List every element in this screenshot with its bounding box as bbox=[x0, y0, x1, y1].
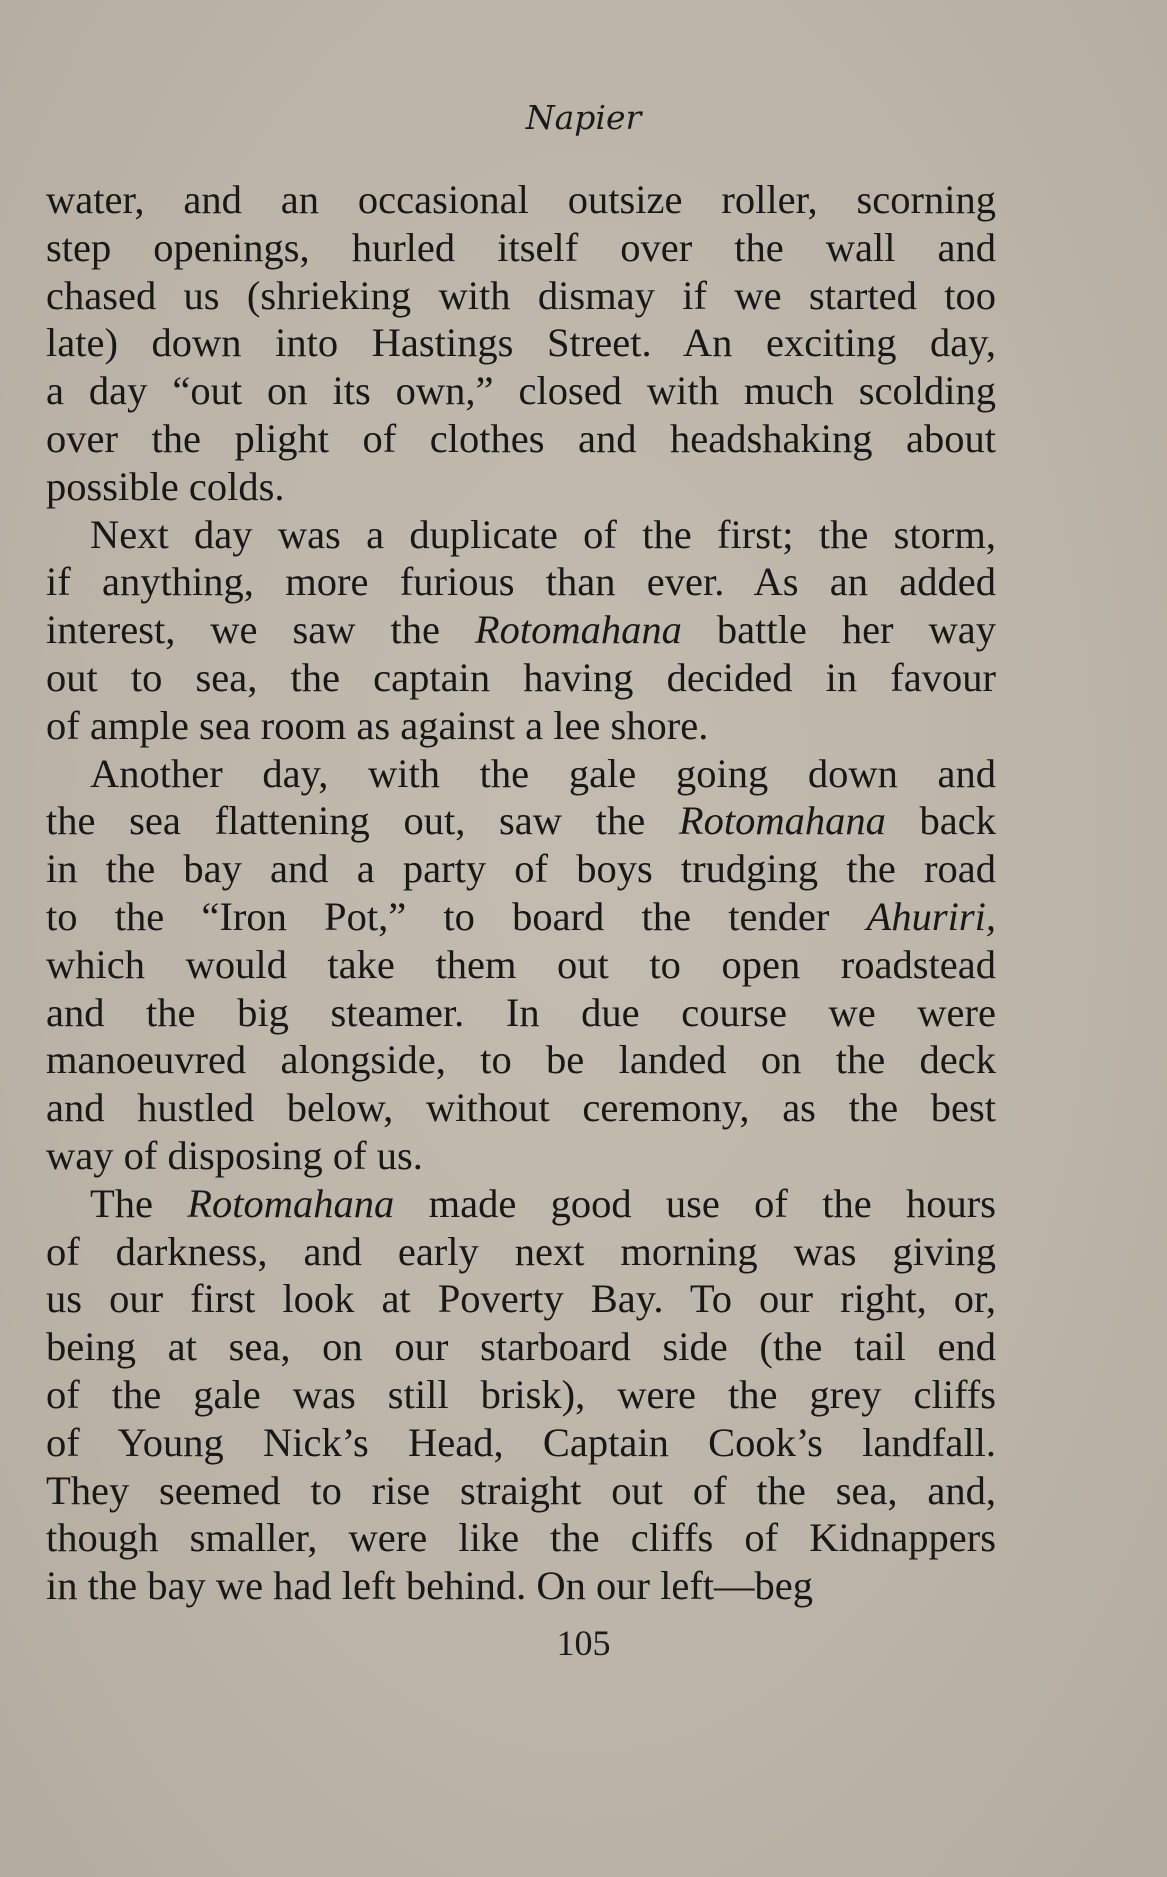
text-segment: us our first look at Poverty Bay. To our right, or, bbox=[46, 1276, 996, 1322]
text-segment: battle her way bbox=[681, 607, 996, 653]
text-segment: in the bay and a party of boys trudging the road bbox=[46, 846, 996, 892]
text-line bbox=[46, 272, 996, 320]
text-segment: Next day was a duplicate of the first; the storm, bbox=[90, 511, 996, 557]
text-line bbox=[46, 893, 996, 941]
text-line bbox=[46, 1275, 996, 1323]
ship-name: Ahuriri, bbox=[866, 893, 996, 939]
text-segment: interest, we saw the bbox=[46, 607, 475, 653]
text-segment: if anything, more furious than ever. As an added bbox=[46, 559, 996, 605]
text-line bbox=[46, 1467, 996, 1515]
text-line bbox=[46, 1419, 996, 1467]
page-number: 105 bbox=[556, 1623, 611, 1663]
text-segment: a day “out on its own,” closed with much scolding bbox=[46, 368, 996, 414]
text-line bbox=[46, 367, 996, 415]
body-text bbox=[46, 176, 996, 1610]
text-line bbox=[46, 702, 996, 750]
text-segment: over the plight of clothes and headshaking about bbox=[46, 415, 996, 461]
text-segment: step openings, hurled itself over the wall and bbox=[46, 224, 996, 270]
text-segment: manoeuvred alongside, to be landed on the deck bbox=[46, 1037, 996, 1083]
ship-name: Rotomahana bbox=[474, 607, 682, 653]
ship-name: Rotomahana bbox=[678, 798, 886, 844]
text-line bbox=[46, 1036, 996, 1084]
text-segment: of darkness, and early next morning was giving bbox=[46, 1228, 996, 1274]
text-segment: made good use of the hours bbox=[394, 1180, 996, 1226]
text-line bbox=[46, 1371, 996, 1419]
text-line bbox=[46, 1228, 996, 1276]
text-segment: back bbox=[885, 798, 996, 844]
text-line bbox=[46, 558, 996, 606]
text-segment: The bbox=[90, 1180, 188, 1226]
text-line bbox=[46, 1323, 996, 1371]
text-line bbox=[46, 511, 996, 559]
text-line bbox=[46, 606, 996, 654]
text-line bbox=[46, 1514, 996, 1562]
text-line bbox=[46, 1562, 996, 1610]
text-segment: They seemed to rise straight out of the sea, and, bbox=[46, 1467, 996, 1513]
text-segment: the sea flattening out, saw the bbox=[46, 798, 679, 844]
text-segment: Another day, with the gale going down and bbox=[90, 750, 996, 796]
text-segment: to the “Iron Pot,” to board the tender bbox=[46, 893, 867, 939]
text-line bbox=[46, 750, 996, 798]
text-line bbox=[46, 1084, 996, 1132]
text-segment: of the gale was still brisk), were the grey cliffs bbox=[46, 1371, 996, 1417]
text-line bbox=[46, 845, 996, 893]
text-segment: being at sea, on our starboard side (the tail end bbox=[46, 1324, 996, 1370]
running-head: Napier bbox=[525, 98, 642, 137]
text-segment: of Young Nick’s Head, Captain Cook’s landfall. bbox=[46, 1419, 996, 1465]
text-line bbox=[46, 176, 996, 224]
text-segment: though smaller, were like the cliffs of Kidnappers bbox=[46, 1515, 996, 1561]
text-segment: of ample sea room as against a lee shore. bbox=[46, 702, 709, 748]
text-line bbox=[46, 463, 996, 511]
text-line bbox=[46, 989, 996, 1037]
text-segment: out to sea, the captain having decided in favour bbox=[46, 654, 996, 700]
text-segment: in the bay we had left behind. On our left—beg bbox=[46, 1563, 814, 1609]
text-segment: which would take them out to open roadstead bbox=[46, 941, 996, 987]
text-segment: and the big steamer. In due course we were bbox=[46, 989, 996, 1035]
text-line bbox=[46, 941, 996, 989]
text-line bbox=[46, 224, 996, 272]
text-line bbox=[46, 415, 996, 463]
text-line bbox=[46, 319, 996, 367]
text-line bbox=[46, 654, 996, 702]
text-segment: late) down into Hastings Street. An exciting day, bbox=[46, 320, 996, 366]
text-segment: chased us (shrieking with dismay if we started too bbox=[46, 272, 996, 318]
text-segment: and hustled below, without ceremony, as the best bbox=[46, 1085, 996, 1131]
text-line bbox=[46, 1132, 996, 1180]
text-line bbox=[46, 1180, 996, 1228]
text-segment: possible colds. bbox=[46, 463, 285, 509]
ship-name: Rotomahana bbox=[187, 1180, 395, 1226]
text-segment: way of disposing of us. bbox=[46, 1132, 423, 1178]
text-line bbox=[46, 797, 996, 845]
text-segment: water, and an occasional outsize roller, scorning bbox=[46, 177, 996, 222]
